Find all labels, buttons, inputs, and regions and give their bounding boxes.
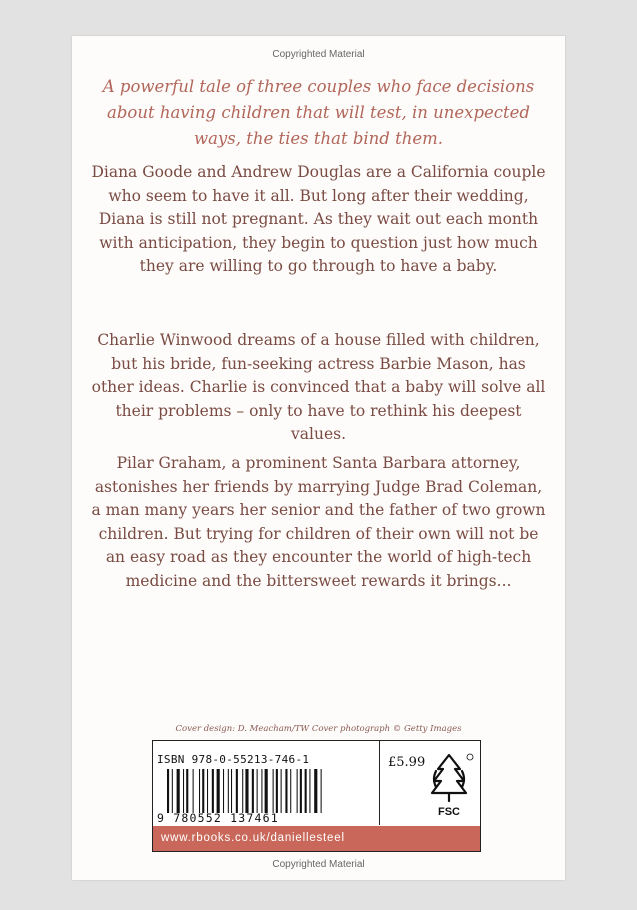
watermark-bottom: Copyrighted Material [272, 859, 365, 870]
blurb-paragraph-3: Pilar Graham, a prominent Santa Barbara attorney, astonishes her friends by marrying Judge Brad Coleman, a man many years her senior and the father of two grown children. But trying for children of their own will not be an easy road as they encounter the world of high-tech medicine and the bittersweet rewards it brings... [91, 454, 546, 590]
fsc-logo-icon [424, 751, 474, 821]
isbn-label: ISBN 978-0-55213-746-1 [157, 753, 310, 766]
blurb-paragraph-1: Diana Goode and Andrew Douglas are a California couple who seem to have it all. But long after their wedding, Diana is still not pregnant. As they wait out each month with anticipation, they begin to question just how much they are willing to go through to have a baby. [91, 163, 546, 275]
barcode-digits: 9 780552 137461 [157, 811, 279, 825]
barcode [157, 745, 375, 825]
back-cover [72, 36, 565, 880]
watermark-top: Copyrighted Material [272, 49, 365, 60]
barcode-panel [152, 740, 481, 852]
barcode-bars [167, 769, 372, 813]
fsc-label: FSC [438, 806, 460, 818]
barcode-divider [379, 741, 380, 825]
tagline: A powerful tale of three couples who face decisions about having children that will test, in unexpected ways, the ties that bind them. [102, 77, 535, 148]
website-url-banner: www.rbooks.co.uk/daniellesteel [153, 826, 480, 851]
cover-credits: Cover design: D. Meacham/TW Cover photograph © Getty Images [175, 724, 462, 734]
blurb-paragraph-2: Charlie Winwood dreams of a house filled with children, but his bride, fun-seeking actress Barbie Mason, has other ideas. Charlie is convinced that a baby will solve all their problems – only to have to rethink his deepest values. [91, 331, 546, 443]
price: £5.99 [388, 755, 426, 770]
